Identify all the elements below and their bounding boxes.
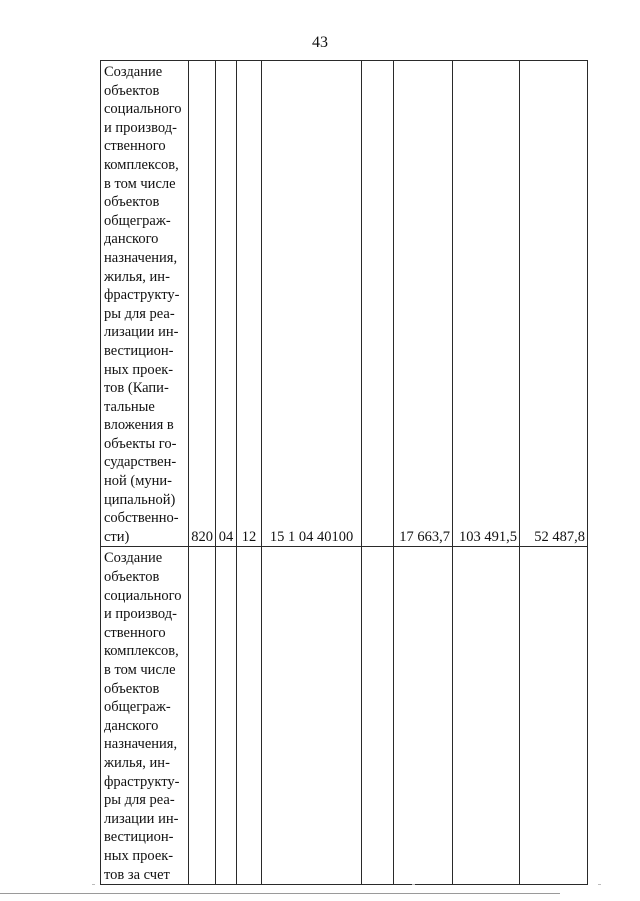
section-code-cell: 04 — [216, 61, 237, 547]
item-name-line: Создание — [104, 64, 163, 80]
scan-speck — [412, 884, 415, 885]
scan-speck — [92, 884, 95, 885]
item-name-line: тальные — [104, 398, 155, 415]
item-name-line: данского — [104, 717, 159, 734]
item-name-line: тов за счет — [104, 866, 170, 883]
item-name-line: социального — [104, 587, 182, 604]
subsection-code-cell: 12 — [237, 61, 262, 547]
item-name-line: вестицион- — [104, 342, 174, 359]
item-name-line: ры для реа- — [104, 305, 175, 322]
item-name-cell — [101, 61, 189, 547]
item-name-line: объектов — [104, 569, 160, 586]
amount-cell-3: 52 487,8 — [520, 61, 588, 547]
item-name-line: общеграж- — [104, 699, 171, 716]
item-name-line: ных проек- — [104, 847, 174, 864]
item-name-line: комплексов, — [104, 156, 179, 173]
item-name-line: Создание — [104, 550, 163, 567]
subsection-code-cell — [237, 547, 262, 885]
item-name-line: ственного — [104, 138, 166, 155]
item-name-line: собственно- — [104, 510, 179, 527]
amount-cell-2: 103 491,5 — [453, 61, 520, 547]
item-name-line: вложения в — [104, 417, 174, 434]
item-name-line: лизации ин- — [104, 810, 179, 827]
item-name-line: назначения, — [104, 736, 178, 753]
item-name-line: в том числе — [104, 662, 176, 678]
item-name-line: тов (Капи- — [104, 380, 169, 397]
amount-cell-2 — [453, 547, 520, 885]
scan-edge-line — [0, 893, 560, 894]
item-name-line: и производ- — [104, 606, 177, 623]
item-name-line: объектов — [104, 82, 160, 99]
item-name-line: комплексов, — [104, 643, 179, 660]
item-name-line: ципальной) — [104, 491, 176, 508]
item-name-line: фраструкту- — [104, 287, 180, 304]
item-name-line: жилья, ин- — [104, 754, 170, 771]
item-name-line: ных проек- — [104, 361, 174, 378]
item-name-line: социального — [104, 101, 182, 118]
budget-table — [100, 60, 588, 885]
item-name-line: и производ- — [104, 119, 177, 136]
expense-type-cell — [362, 547, 394, 885]
item-name-line: сударствен- — [104, 454, 177, 471]
section-code-cell — [216, 547, 237, 885]
scan-speck — [598, 884, 601, 885]
target-article-cell — [262, 547, 362, 885]
item-name-line: ры для реа- — [104, 792, 175, 809]
item-name-line: объектов — [104, 680, 160, 697]
table-row — [101, 61, 588, 547]
amount-cell-1 — [394, 547, 453, 885]
page-number: 43 — [312, 34, 328, 51]
ministry-code-cell: 820 — [189, 61, 216, 547]
item-name-line: общеграж- — [104, 212, 171, 229]
target-article-cell: 15 1 04 40100 — [262, 61, 362, 547]
item-name-line: жилья, ин- — [104, 268, 170, 285]
item-name-cell — [101, 547, 189, 885]
amount-cell-3 — [520, 547, 588, 885]
item-name-line: данского — [104, 231, 159, 248]
item-name-line: ной (муни- — [104, 473, 172, 490]
item-name-line: лизации ин- — [104, 324, 179, 341]
item-name-line: объектов — [104, 194, 160, 211]
item-name-line: в том числе — [104, 175, 176, 192]
table-row — [101, 547, 588, 885]
item-name-line: ственного — [104, 624, 166, 641]
item-name-line: сти) — [104, 528, 130, 545]
ministry-code-cell — [189, 547, 216, 885]
amount-cell-1: 17 663,7 — [394, 61, 453, 547]
item-name-line: вестицион- — [104, 829, 174, 846]
item-name-line: объекты го- — [104, 435, 177, 452]
item-name-line: фраструкту- — [104, 773, 180, 790]
item-name-line: назначения, — [104, 249, 178, 266]
expense-type-cell — [362, 61, 394, 547]
